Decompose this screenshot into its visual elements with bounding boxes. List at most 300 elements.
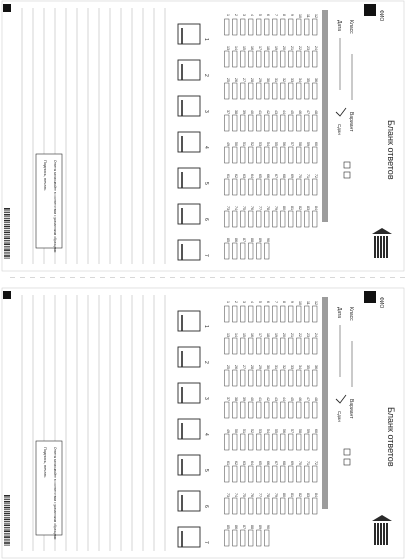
question-number: 8 (282, 301, 286, 303)
question-number: 21 (290, 333, 294, 337)
part-label: 7 (203, 541, 209, 544)
question-number: 85 (226, 238, 230, 242)
barcode-bar (4, 498, 10, 499)
barcode-bar (4, 527, 10, 528)
question-number: 61 (226, 174, 230, 178)
question-number: 64 (250, 461, 254, 465)
note-caption: Подпись, печать (43, 447, 48, 478)
emblem-stroke (386, 523, 388, 545)
cut-line (300, 277, 305, 278)
barcode-bar (4, 525, 10, 527)
question-number: 6 (266, 301, 270, 303)
cut-line (90, 277, 95, 278)
question-number: 90 (266, 238, 270, 242)
question-number: 56 (282, 429, 286, 433)
checkbox-hint: Сдан (337, 411, 342, 422)
question-number: 24 (314, 333, 318, 337)
question-number: 58 (298, 429, 302, 433)
emblem-stroke (377, 236, 379, 258)
question-number: 5 (258, 301, 262, 303)
question-number: 67 (274, 461, 278, 465)
question-number: 7 (274, 301, 278, 303)
question-number: 10 (298, 14, 302, 18)
cut-line (150, 277, 155, 278)
question-number: 35 (306, 78, 310, 82)
grid-band (322, 10, 328, 222)
question-number: 70 (298, 461, 302, 465)
question-number: 32 (282, 365, 286, 369)
question-number: 68 (282, 174, 286, 178)
answer-sheet-bottom (2, 288, 404, 558)
barcode-bar (4, 212, 10, 213)
question-number: 36 (314, 365, 318, 369)
cut-line (310, 277, 315, 278)
question-number: 39 (242, 397, 246, 401)
barcode-bar (4, 248, 10, 249)
barcode-bar (4, 226, 10, 228)
corner-marker-icon (3, 4, 11, 12)
question-number: 55 (274, 429, 278, 433)
emblem-stroke (380, 236, 382, 258)
part-label: 5 (203, 469, 209, 472)
barcode-bar (4, 243, 10, 245)
class-label: Класс (348, 307, 354, 321)
cut-line (50, 277, 55, 278)
cut-line (100, 277, 105, 278)
question-number: 73 (226, 206, 230, 210)
question-number: 12 (314, 301, 318, 305)
question-number: 87 (242, 238, 246, 242)
emblem-stroke (377, 523, 379, 545)
question-number: 48 (314, 110, 318, 114)
barcode-bar (4, 240, 10, 241)
cut-line (190, 277, 195, 278)
question-number: 41 (258, 110, 262, 114)
question-number: 47 (306, 397, 310, 401)
question-number: 72 (314, 174, 318, 178)
barcode-bar (4, 216, 10, 217)
cut-line (40, 277, 45, 278)
cut-line (60, 277, 65, 278)
question-number: 49 (226, 142, 230, 146)
note-text: Ответы записывайте в соответствии с указанными образцами (53, 160, 57, 253)
question-number: 82 (298, 493, 302, 497)
question-number: 74 (234, 206, 238, 210)
question-number: 44 (282, 397, 286, 401)
question-number: 20 (282, 333, 286, 337)
question-number: 57 (290, 429, 294, 433)
question-number: 81 (290, 493, 294, 497)
question-number: 33 (290, 78, 294, 82)
barcode-bar (4, 220, 10, 222)
question-number: 76 (250, 206, 254, 210)
question-number: 52 (250, 142, 254, 146)
question-number: 45 (290, 110, 294, 114)
cut-line (330, 277, 335, 278)
fio-label: ФИО (378, 10, 384, 22)
question-number: 46 (298, 110, 302, 114)
cut-line (240, 277, 245, 278)
part-label: 1 (203, 38, 209, 41)
question-number: 10 (298, 301, 302, 305)
question-number: 58 (298, 142, 302, 146)
cut-line (200, 277, 205, 278)
cut-line (70, 277, 75, 278)
question-number: 14 (234, 46, 238, 50)
question-number: 59 (306, 142, 310, 146)
question-number: 20 (282, 46, 286, 50)
question-number: 81 (290, 206, 294, 210)
barcode-bar (4, 255, 10, 257)
barcode-bar (4, 238, 10, 240)
cut-line (210, 277, 215, 278)
question-number: 72 (314, 461, 318, 465)
question-number: 2 (234, 14, 238, 16)
barcode-bar (4, 517, 10, 518)
emblem-stroke (380, 523, 382, 545)
question-number: 64 (250, 174, 254, 178)
part-label: 5 (203, 182, 209, 185)
barcode-bar (4, 505, 10, 506)
emblem-stroke (374, 236, 376, 258)
question-number: 28 (250, 365, 254, 369)
question-number: 15 (242, 333, 246, 337)
question-number: 66 (266, 174, 270, 178)
question-number: 29 (258, 78, 262, 82)
question-number: 88 (250, 525, 254, 529)
barcode-bar (4, 495, 10, 497)
emblem-stroke (374, 523, 376, 545)
question-number: 13 (226, 333, 230, 337)
question-number: 17 (258, 46, 262, 50)
question-number: 63 (242, 461, 246, 465)
question-number: 6 (266, 14, 270, 16)
cut-line (20, 277, 25, 278)
barcode-bar (4, 521, 10, 522)
question-number: 40 (250, 397, 254, 401)
cut-line (280, 277, 285, 278)
question-number: 43 (274, 397, 278, 401)
question-number: 22 (298, 333, 302, 337)
part-label: 7 (203, 254, 209, 257)
checkbox-hint: Сдан (337, 124, 342, 135)
barcode-bar (4, 234, 10, 235)
variant-label: Вариант (348, 399, 354, 419)
question-number: 37 (226, 110, 230, 114)
question-number: 90 (266, 525, 270, 529)
question-number: 53 (258, 142, 262, 146)
part-label: 6 (203, 218, 209, 221)
question-number: 62 (234, 461, 238, 465)
question-number: 30 (266, 365, 270, 369)
corner-marker-icon (364, 4, 376, 16)
barcode-bar (4, 236, 10, 237)
question-number: 15 (242, 46, 246, 50)
question-number: 25 (226, 365, 230, 369)
question-number: 55 (274, 142, 278, 146)
question-number: 67 (274, 174, 278, 178)
cut-line (230, 277, 235, 278)
barcode-bar (4, 499, 10, 500)
barcode-bar (4, 246, 10, 247)
barcode-bar (4, 218, 10, 219)
cut-line (250, 277, 255, 278)
question-number: 17 (258, 333, 262, 337)
barcode-bar (4, 222, 10, 223)
question-number: 16 (250, 333, 254, 337)
question-number: 75 (242, 206, 246, 210)
question-number: 84 (314, 493, 318, 497)
question-number: 60 (314, 429, 318, 433)
barcode-bar (4, 541, 10, 542)
question-number: 3 (242, 301, 246, 303)
cut-line (180, 277, 185, 278)
question-number: 12 (314, 14, 318, 18)
question-number: 46 (298, 397, 302, 401)
question-number: 69 (290, 174, 294, 178)
part-label: 1 (203, 325, 209, 328)
question-number: 32 (282, 78, 286, 82)
barcode-bar (4, 530, 10, 532)
barcode-bar (4, 232, 10, 234)
question-number: 27 (242, 365, 246, 369)
note-box (36, 441, 62, 535)
question-number: 37 (226, 397, 230, 401)
part-label: 6 (203, 505, 209, 508)
barcode-bar (4, 509, 10, 510)
note-text: Ответы записывайте в соответствии с указанными образцами (53, 447, 57, 540)
barcode-bar (4, 542, 10, 544)
question-number: 18 (266, 46, 270, 50)
question-number: 8 (282, 14, 286, 16)
emblem-stroke (386, 236, 388, 258)
cut-line (170, 277, 175, 278)
question-number: 50 (234, 429, 238, 433)
part-label: 4 (203, 433, 209, 436)
question-number: 1 (226, 14, 230, 16)
question-number: 23 (306, 46, 310, 50)
question-number: 4 (250, 14, 254, 16)
question-number: 82 (298, 206, 302, 210)
question-number: 2 (234, 301, 238, 303)
barcode-bar (4, 533, 10, 534)
barcode-bar (4, 252, 10, 253)
question-number: 78 (266, 493, 270, 497)
fio-label: ФИО (378, 297, 384, 309)
question-number: 51 (242, 142, 246, 146)
emblem-stroke (383, 523, 385, 545)
barcode-bar (4, 511, 10, 512)
class-label: Класс (348, 20, 354, 34)
question-number: 74 (234, 493, 238, 497)
question-number: 31 (274, 78, 278, 82)
question-number: 30 (266, 78, 270, 82)
barcode-bar (4, 529, 10, 530)
cut-line (270, 277, 275, 278)
question-number: 42 (266, 110, 270, 114)
part-label: 4 (203, 146, 209, 149)
emblem-stroke (383, 236, 385, 258)
barcode-bar (4, 515, 10, 516)
question-number: 1 (226, 301, 230, 303)
question-number: 78 (266, 206, 270, 210)
question-number: 59 (306, 429, 310, 433)
question-number: 70 (298, 174, 302, 178)
question-number: 88 (250, 238, 254, 242)
barcode-bar (4, 249, 10, 251)
question-number: 21 (290, 46, 294, 50)
barcode-bar (4, 224, 10, 225)
question-number: 71 (306, 174, 310, 178)
question-number: 63 (242, 174, 246, 178)
barcode-bar (4, 523, 10, 524)
question-number: 48 (314, 397, 318, 401)
question-number: 56 (282, 142, 286, 146)
question-number: 23 (306, 333, 310, 337)
question-number: 57 (290, 142, 294, 146)
question-number: 49 (226, 429, 230, 433)
question-number: 87 (242, 525, 246, 529)
date-label: Дата (336, 20, 342, 32)
question-number: 85 (226, 525, 230, 529)
question-number: 86 (234, 525, 238, 529)
question-number: 79 (274, 493, 278, 497)
cut-line (400, 277, 405, 278)
question-number: 86 (234, 238, 238, 242)
question-number: 60 (314, 142, 318, 146)
question-number: 38 (234, 110, 238, 114)
question-number: 16 (250, 46, 254, 50)
question-number: 42 (266, 397, 270, 401)
barcode-bar (4, 258, 10, 259)
question-number: 83 (306, 493, 310, 497)
question-number: 47 (306, 110, 310, 114)
variant-label: Вариант (348, 112, 354, 132)
question-number: 54 (266, 429, 270, 433)
question-number: 35 (306, 365, 310, 369)
question-number: 65 (258, 461, 262, 465)
cut-line (390, 277, 395, 278)
corner-marker-icon (3, 291, 11, 299)
cut-line (120, 277, 125, 278)
barcode-bar (4, 519, 10, 521)
barcode-bar (4, 228, 10, 229)
question-number: 26 (234, 365, 238, 369)
barcode-bar (4, 536, 10, 538)
question-number: 11 (306, 14, 310, 18)
note-caption: Подпись, печать (43, 160, 48, 191)
question-number: 77 (258, 493, 262, 497)
note-box (36, 154, 62, 248)
cut-line (30, 277, 35, 278)
question-number: 25 (226, 78, 230, 82)
question-number: 18 (266, 333, 270, 337)
question-number: 66 (266, 461, 270, 465)
question-number: 89 (258, 525, 262, 529)
question-number: 40 (250, 110, 254, 114)
form-title: Бланк ответов (386, 407, 396, 467)
question-number: 53 (258, 429, 262, 433)
question-number: 24 (314, 46, 318, 50)
question-number: 84 (314, 206, 318, 210)
barcode-bar (4, 507, 10, 509)
question-number: 73 (226, 493, 230, 497)
question-number: 80 (282, 206, 286, 210)
question-number: 45 (290, 397, 294, 401)
question-number: 39 (242, 110, 246, 114)
question-number: 7 (274, 14, 278, 16)
cut-line (110, 277, 115, 278)
cut-line (140, 277, 145, 278)
part-label: 2 (203, 74, 209, 77)
barcode-bar (4, 242, 10, 243)
date-label: Дата (336, 307, 342, 319)
question-number: 43 (274, 110, 278, 114)
question-number: 28 (250, 78, 254, 82)
cut-line (380, 277, 385, 278)
question-number: 41 (258, 397, 262, 401)
question-number: 80 (282, 493, 286, 497)
barcode-bar (4, 254, 10, 255)
question-number: 89 (258, 238, 262, 242)
question-number: 77 (258, 206, 262, 210)
cut-line (360, 277, 365, 278)
question-number: 50 (234, 142, 238, 146)
question-number: 75 (242, 493, 246, 497)
question-number: 52 (250, 429, 254, 433)
question-number: 4 (250, 301, 254, 303)
corner-marker-icon (364, 291, 376, 303)
barcode-bar (4, 230, 10, 231)
part-label: 3 (203, 397, 209, 400)
question-number: 9 (290, 301, 294, 303)
question-number: 65 (258, 174, 262, 178)
question-number: 3 (242, 14, 246, 16)
question-number: 5 (258, 14, 262, 16)
question-number: 79 (274, 206, 278, 210)
cut-line (350, 277, 355, 278)
question-number: 71 (306, 461, 310, 465)
cut-line (260, 277, 265, 278)
question-number: 29 (258, 365, 262, 369)
cut-line (370, 277, 375, 278)
cut-line (320, 277, 325, 278)
answer-sheet-top (2, 1, 404, 271)
question-number: 68 (282, 461, 286, 465)
question-number: 34 (298, 78, 302, 82)
question-number: 38 (234, 397, 238, 401)
grid-band (322, 297, 328, 509)
question-number: 13 (226, 46, 230, 50)
barcode-bar (4, 214, 10, 216)
barcode-bar (4, 539, 10, 540)
question-number: 69 (290, 461, 294, 465)
barcode-bar (4, 211, 10, 212)
question-number: 9 (290, 14, 294, 16)
question-number: 14 (234, 333, 238, 337)
cut-line (220, 277, 225, 278)
barcode-bar (4, 208, 10, 210)
question-number: 83 (306, 206, 310, 210)
cut-line (160, 277, 165, 278)
question-number: 19 (274, 333, 278, 337)
part-label: 2 (203, 361, 209, 364)
barcode-bar (4, 545, 10, 546)
question-number: 44 (282, 110, 286, 114)
question-number: 11 (306, 301, 310, 305)
cut-line (130, 277, 135, 278)
question-number: 34 (298, 365, 302, 369)
